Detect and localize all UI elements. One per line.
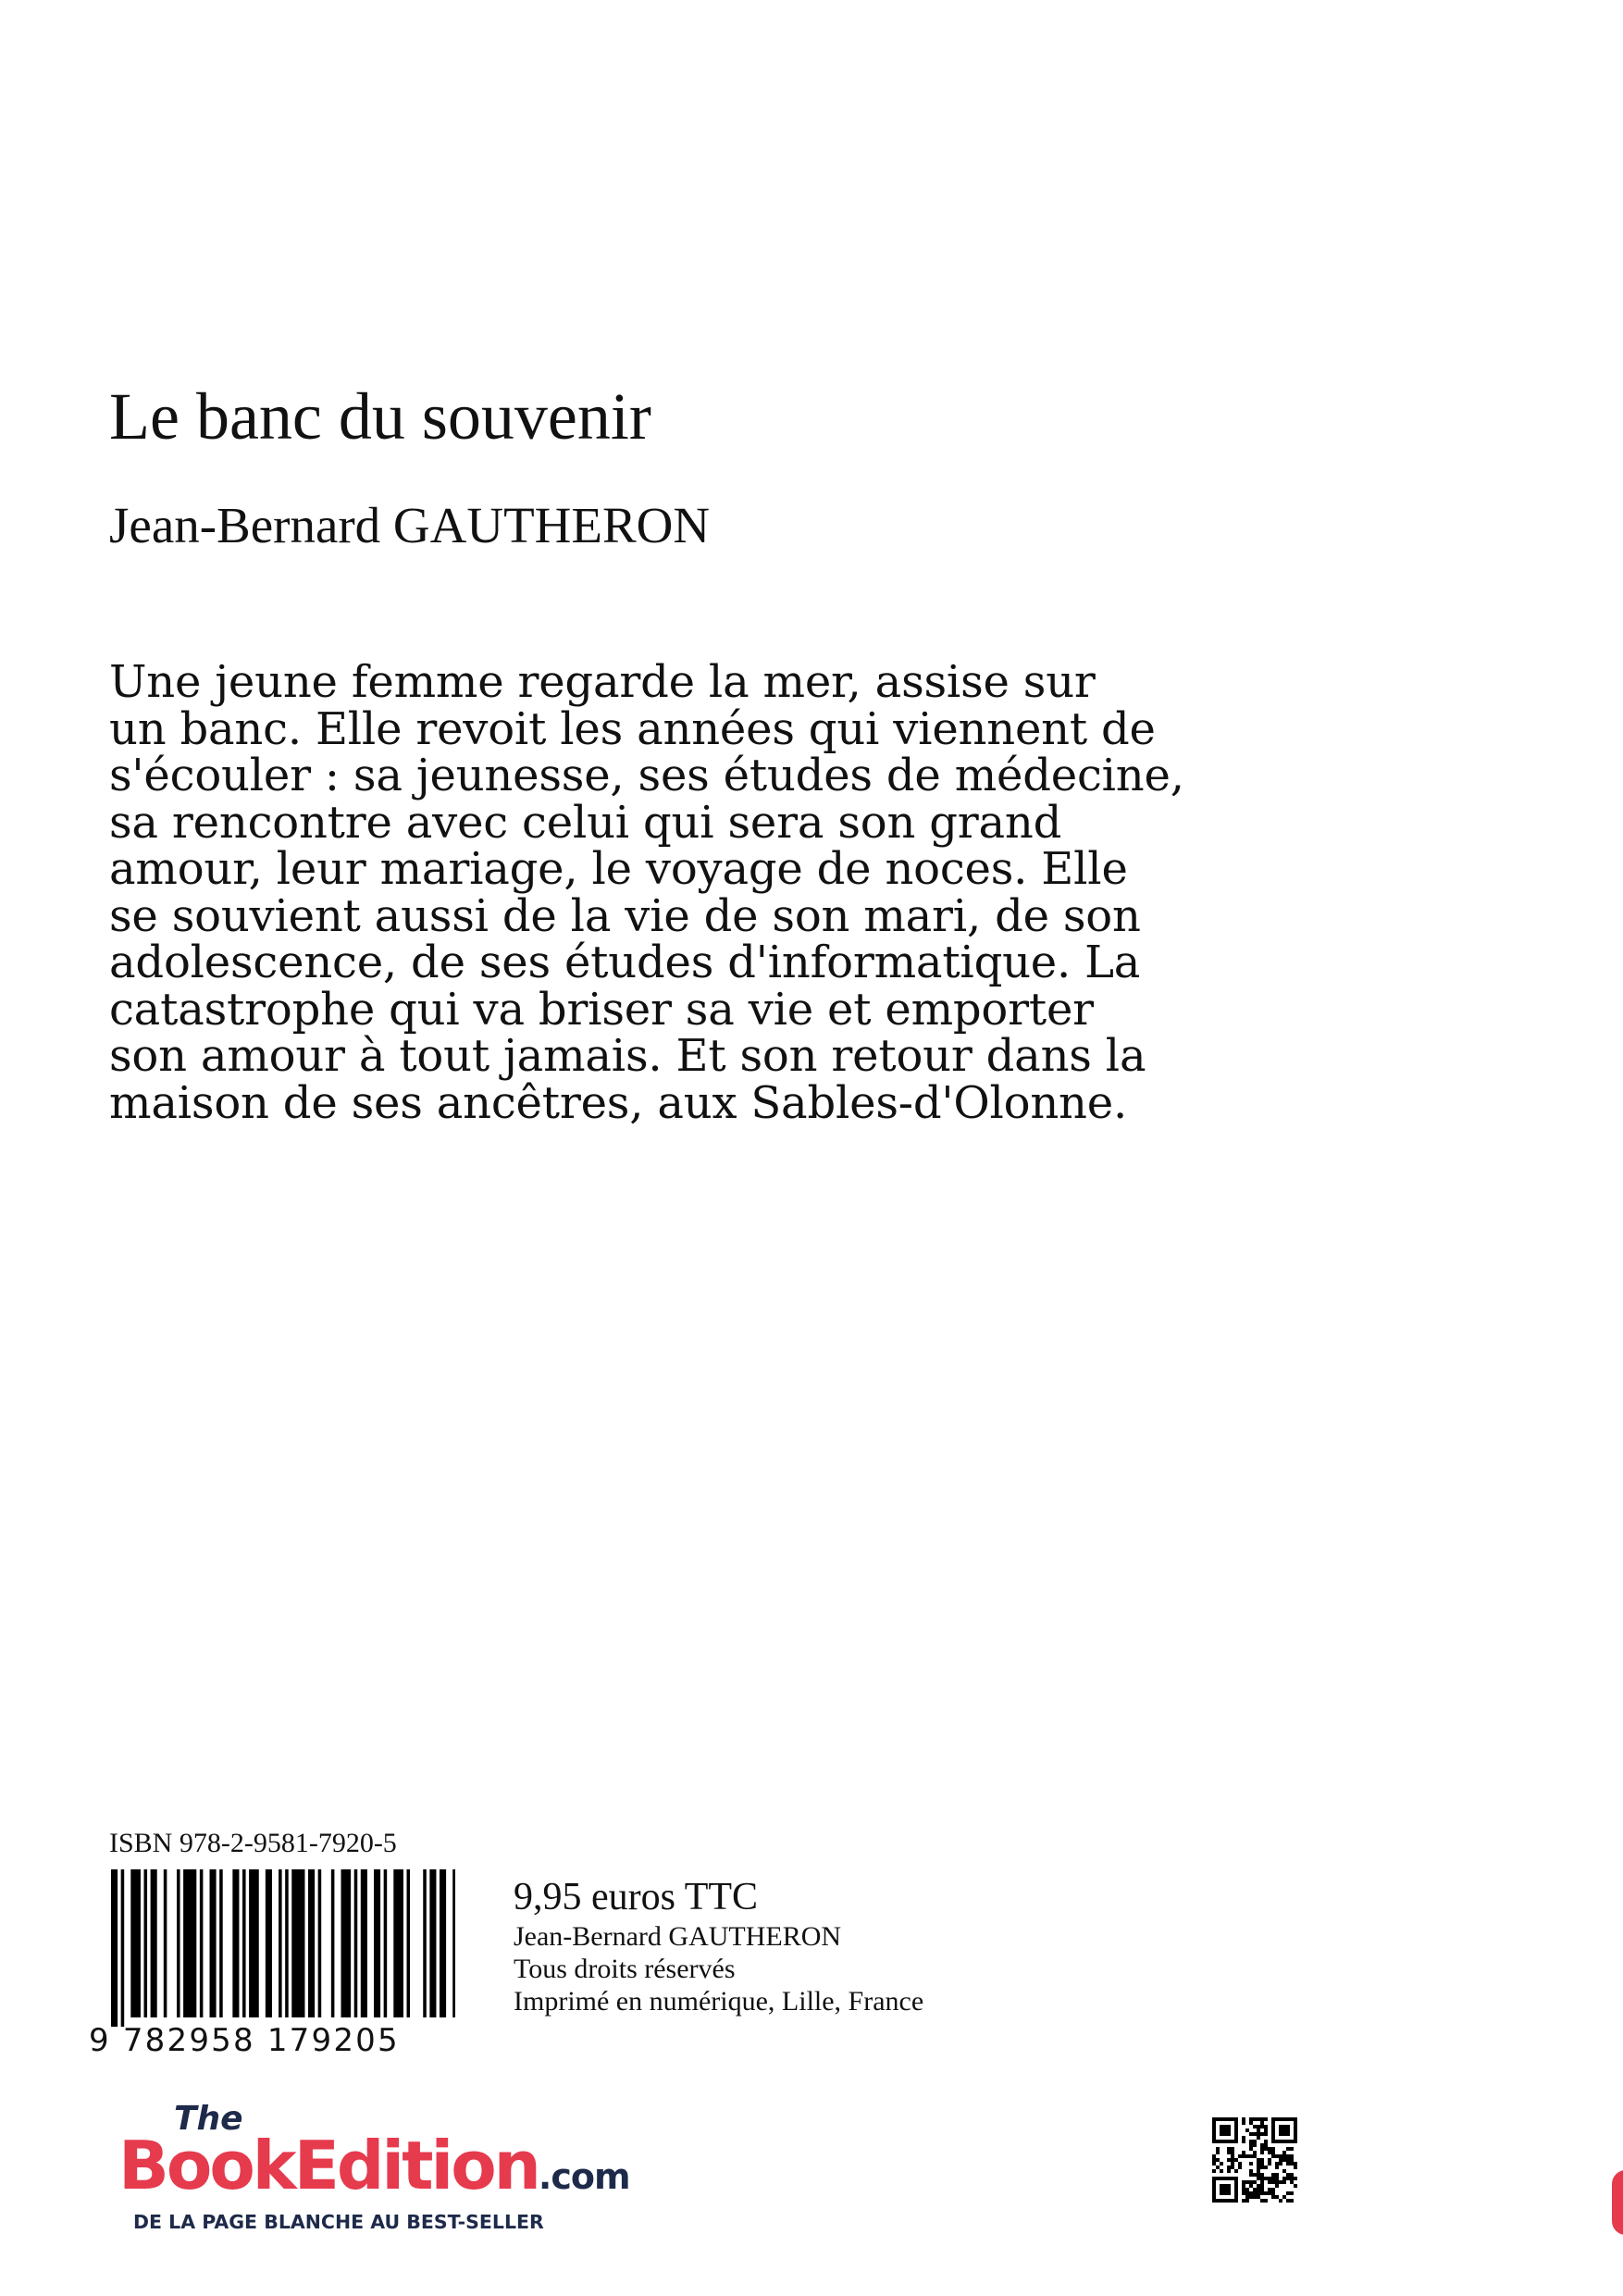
imprint-printed: Imprimé en numérique, Lille, France <box>514 1986 924 2017</box>
isbn-barcode <box>89 1869 459 2068</box>
isbn-label: ISBN 978-2-9581-7920-5 <box>109 1828 397 1858</box>
blurb-line: s'écouler : sa jeunesse, ses études de médecine, <box>109 750 1184 801</box>
logo-tagline: DE LA PAGE BLANCHE AU BEST-SELLER <box>133 2211 544 2233</box>
blurb-line: un banc. Elle revoit les années qui viennent de <box>109 702 1156 755</box>
imprint-author: Jean-Bernard GAUTHERON <box>514 1921 842 1952</box>
price: 9,95 euros TTC <box>514 1876 759 1918</box>
publisher-logo <box>118 2101 674 2249</box>
imprint-block <box>514 1874 923 2017</box>
qr-code-icon <box>1212 2117 1297 2203</box>
blurb-line: sa rencontre avec celui qui sera son grand <box>109 796 1062 849</box>
logo-wordmark <box>118 2127 630 2215</box>
blurb-line: amour, leur mariage, le voyage de noces. Elle <box>109 843 1128 895</box>
blurb-line: son amour à tout jamais. Et son retour dans la <box>109 1030 1146 1082</box>
logo-domain: .com <box>538 2156 630 2197</box>
barcode-digits: 9 782958 179205 <box>89 2022 400 2059</box>
blurb-line: Une jeune femme regarde la mer, assise sur <box>109 656 1096 708</box>
blurb-line: adolescence, de ses études d'informatique. La <box>109 937 1141 988</box>
book-title: Le banc du souvenir <box>109 379 651 453</box>
edge-mark <box>1612 2170 1623 2235</box>
book-author: Jean-Bernard GAUTHERON <box>109 497 711 553</box>
blurb-line: se souvient aussi de la vie de son mari, de son <box>109 889 1141 942</box>
imprint-rights: Tous droits réservés <box>514 1954 736 1984</box>
logo-the: The <box>174 2100 243 2138</box>
book-blurb <box>109 656 1257 1129</box>
blurb-line: catastrophe qui va briser sa vie et emporter <box>109 983 1094 1036</box>
barcode-bars <box>111 1869 455 2027</box>
blurb-line: maison de ses ancêtres, aux Sables-d'Olonne. <box>109 1076 1128 1129</box>
logo-name: BookEdition <box>118 2127 539 2204</box>
